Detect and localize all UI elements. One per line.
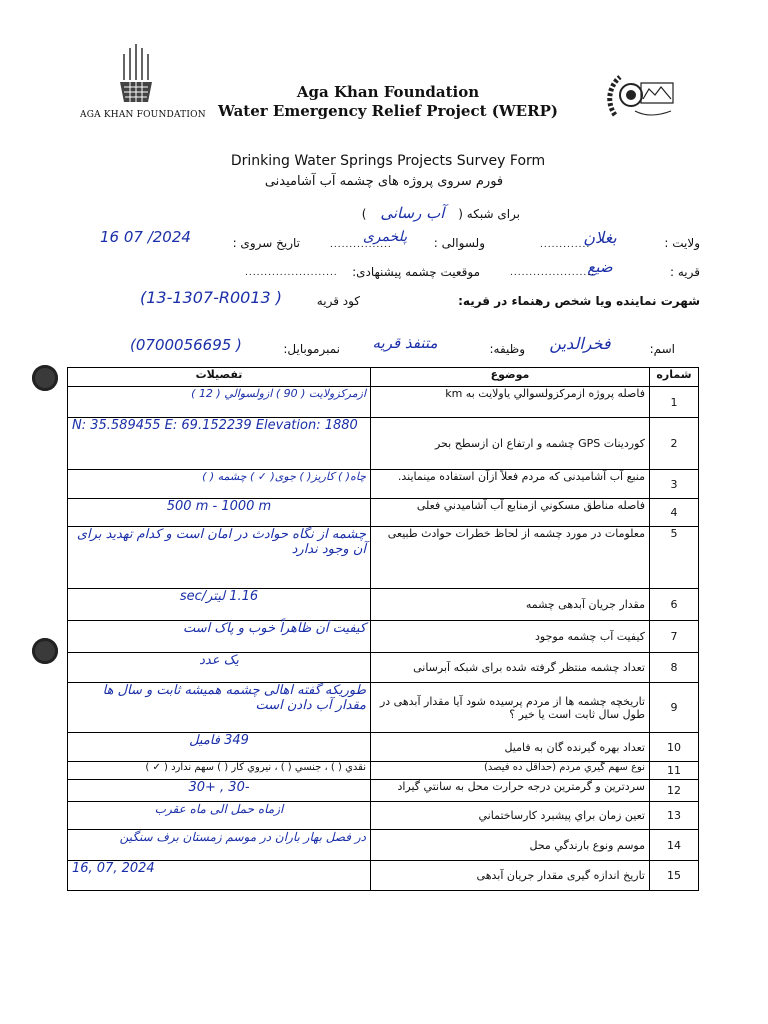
row-number: 14 (650, 830, 699, 861)
subject-cell: تعداد چشمه منتظر گرفته شده برای شبکه آبرسانی (371, 653, 650, 683)
table-row (68, 621, 699, 653)
subject-cell: معلومات در مورد چشمه از لحاظ خطرات حوادث طبیعی (371, 527, 650, 589)
details-cell: N: 35.589455 E: 69.152239 Elevation: 1880 (68, 418, 371, 470)
header-subject: موضوع (371, 368, 650, 387)
table-row (68, 762, 699, 780)
mobile-value: (0700056695 ) (130, 336, 242, 354)
project-title: Water Emergency Relief Project (WERP) (218, 102, 558, 120)
details-cell: کیفیت آن ظاهراً خوب و پاک است (68, 621, 371, 653)
row-number: 11 (650, 762, 699, 780)
name-label: اسم: (649, 342, 675, 356)
details-cell: 349 فامیل (68, 733, 371, 762)
table-row (68, 589, 699, 621)
network-close: ) (361, 207, 367, 221)
row-number: 1 (650, 387, 699, 418)
subject-cell: تعین زمان براي پیشبرد کارساختماني (371, 802, 650, 830)
subject-cell: منبع آب آشامیدنی که مردم فعلاً ازآن استفاده مینمایند. (371, 470, 650, 499)
village-label: قریه : (670, 265, 700, 279)
details-cell: ازمرکزولایت ( 90 ) ازولسوالي ( 12 ) (68, 387, 371, 418)
village-code-label: کود قریه (316, 294, 360, 308)
table-row (68, 830, 699, 861)
table-row (68, 733, 699, 762)
province-label: ولایت : (664, 236, 700, 250)
subject-cell: نوع سهم گیري مردم (حداقل ده فیصد) (371, 762, 650, 780)
district-dots: ................ (330, 240, 392, 250)
subject-cell: فاصله پروژه ازمرکزولسوالي یاولایت به km (371, 387, 650, 418)
duty-label: وظیفه: (489, 342, 525, 356)
details-cell: 500 m - 1000 m (68, 499, 371, 527)
table-row (68, 683, 699, 733)
details-cell: ازماه حمل الی ماه عقرب (68, 802, 371, 830)
spring-location-label: موقعیت چشمه پیشنهادی: (352, 265, 480, 279)
row-number: 2 (650, 418, 699, 470)
village-code-value: (13-1307-R0013 ) (140, 288, 283, 307)
table-row (68, 418, 699, 470)
table-row (68, 527, 699, 589)
subject-cell: تاریخچه چشمه ها از مردم پرسیده شود آیا مقدار آبدهی در طول سال ثابت است یا خیر ؟ (371, 683, 650, 733)
row-number: 3 (650, 470, 699, 499)
punch-hole-top (32, 365, 58, 391)
province-dots: ............. (540, 240, 591, 250)
subject-cell: فاصله مناطق مسکوني ازمنابع آب آشامیدني فعلی (371, 499, 650, 527)
subject-cell: تاریخ اندازه گیری مقدار جریان آبدهی (371, 861, 650, 891)
row-number: 5 (650, 527, 699, 589)
details-cell: چشمه از نگاه حوادث در امان است و کدام تهدید برای آن وجود ندارد (68, 527, 371, 589)
details-cell: نقدي ( ) ، جنسي ( ) ، نیروي کار ( ) سهم ندارد ( ✓ ) (68, 762, 371, 780)
survey-date-label: تاریخ سروی : (232, 236, 300, 250)
province-value: بغلان (583, 228, 617, 247)
form-title-english: Drinking Water Springs Projects Survey Form (230, 153, 546, 169)
subject-cell: سردترین و گرمترین درجه حرارت محل به سانتي گیراد (371, 780, 650, 802)
survey-table (67, 367, 699, 891)
subject-cell: تعداد بهره گیرنده گان به فامیل (371, 733, 650, 762)
details-cell: یک عدد (68, 653, 371, 683)
row-number: 15 (650, 861, 699, 891)
table-row (68, 780, 699, 802)
subject-cell: کیفیت آب چشمه موجود (371, 621, 650, 653)
details-cell: 16, 07, 2024 (68, 861, 371, 891)
spring-location-dots: ........................ (245, 268, 338, 278)
row-number: 4 (650, 499, 699, 527)
logo-caption: AGA KHAN FOUNDATION (80, 110, 206, 120)
subject-cell: موسم ونوع بارندگي محل (371, 830, 650, 861)
header-details: تفصیلات (68, 368, 371, 387)
village-value: ضیع (587, 258, 613, 276)
table-row (68, 387, 699, 418)
row-number: 12 (650, 780, 699, 802)
subject-cell: مقدار جریان آبدهی چشمه (371, 589, 650, 621)
village-dots: ...................... (510, 268, 595, 278)
table-row (68, 653, 699, 683)
mobile-label: نمبرموبایل: (283, 342, 340, 356)
network-value: آب رسانی (380, 204, 445, 222)
details-cell: چاه( ) کاریز( ) جوی( ✓ ) چشمه ( ) (68, 470, 371, 499)
table-row (68, 802, 699, 830)
row-number: 13 (650, 802, 699, 830)
details-cell: طوریکه گفته اهالی چشمه همیشه ثابت و سال ها مقدار آب دادن است (68, 683, 371, 733)
details-cell: 1.16 لیتر/sec (68, 589, 371, 621)
survey-date-value: 16 07 /2024 (100, 228, 191, 246)
district-label: ولسوالی : (433, 236, 485, 250)
row-number: 8 (650, 653, 699, 683)
table-row (68, 861, 699, 891)
table-header-row (68, 368, 699, 387)
network-label: برای شبکه ( (458, 207, 520, 221)
name-value: فخرالدین (549, 334, 611, 353)
punch-hole-bottom (32, 638, 58, 664)
org-title: Aga Khan Foundation (296, 83, 480, 101)
duty-value: متنفذ قریه (372, 334, 438, 352)
details-cell: -30 , +30 (68, 780, 371, 802)
table-row (68, 499, 699, 527)
network-field (280, 204, 520, 222)
row-number: 6 (650, 589, 699, 621)
row-number: 7 (650, 621, 699, 653)
table-row (68, 470, 699, 499)
row-number: 10 (650, 733, 699, 762)
district-value: پلخمری (362, 229, 408, 245)
row-number: 9 (650, 683, 699, 733)
details-cell: در فصل بهار باران در موسم زمستان برف سنگین (68, 830, 371, 861)
subject-cell: کوردینات GPS چشمه و ارتفاع ان ازسطح بحر (371, 418, 650, 470)
header-number: شماره (650, 368, 699, 387)
representative-label: شهرت نماینده ویا شخص رهنماء در قریه: (458, 294, 700, 308)
form-title-persian: فورم سروی پروژه های چشمه آب آشامیدنی (264, 174, 504, 189)
